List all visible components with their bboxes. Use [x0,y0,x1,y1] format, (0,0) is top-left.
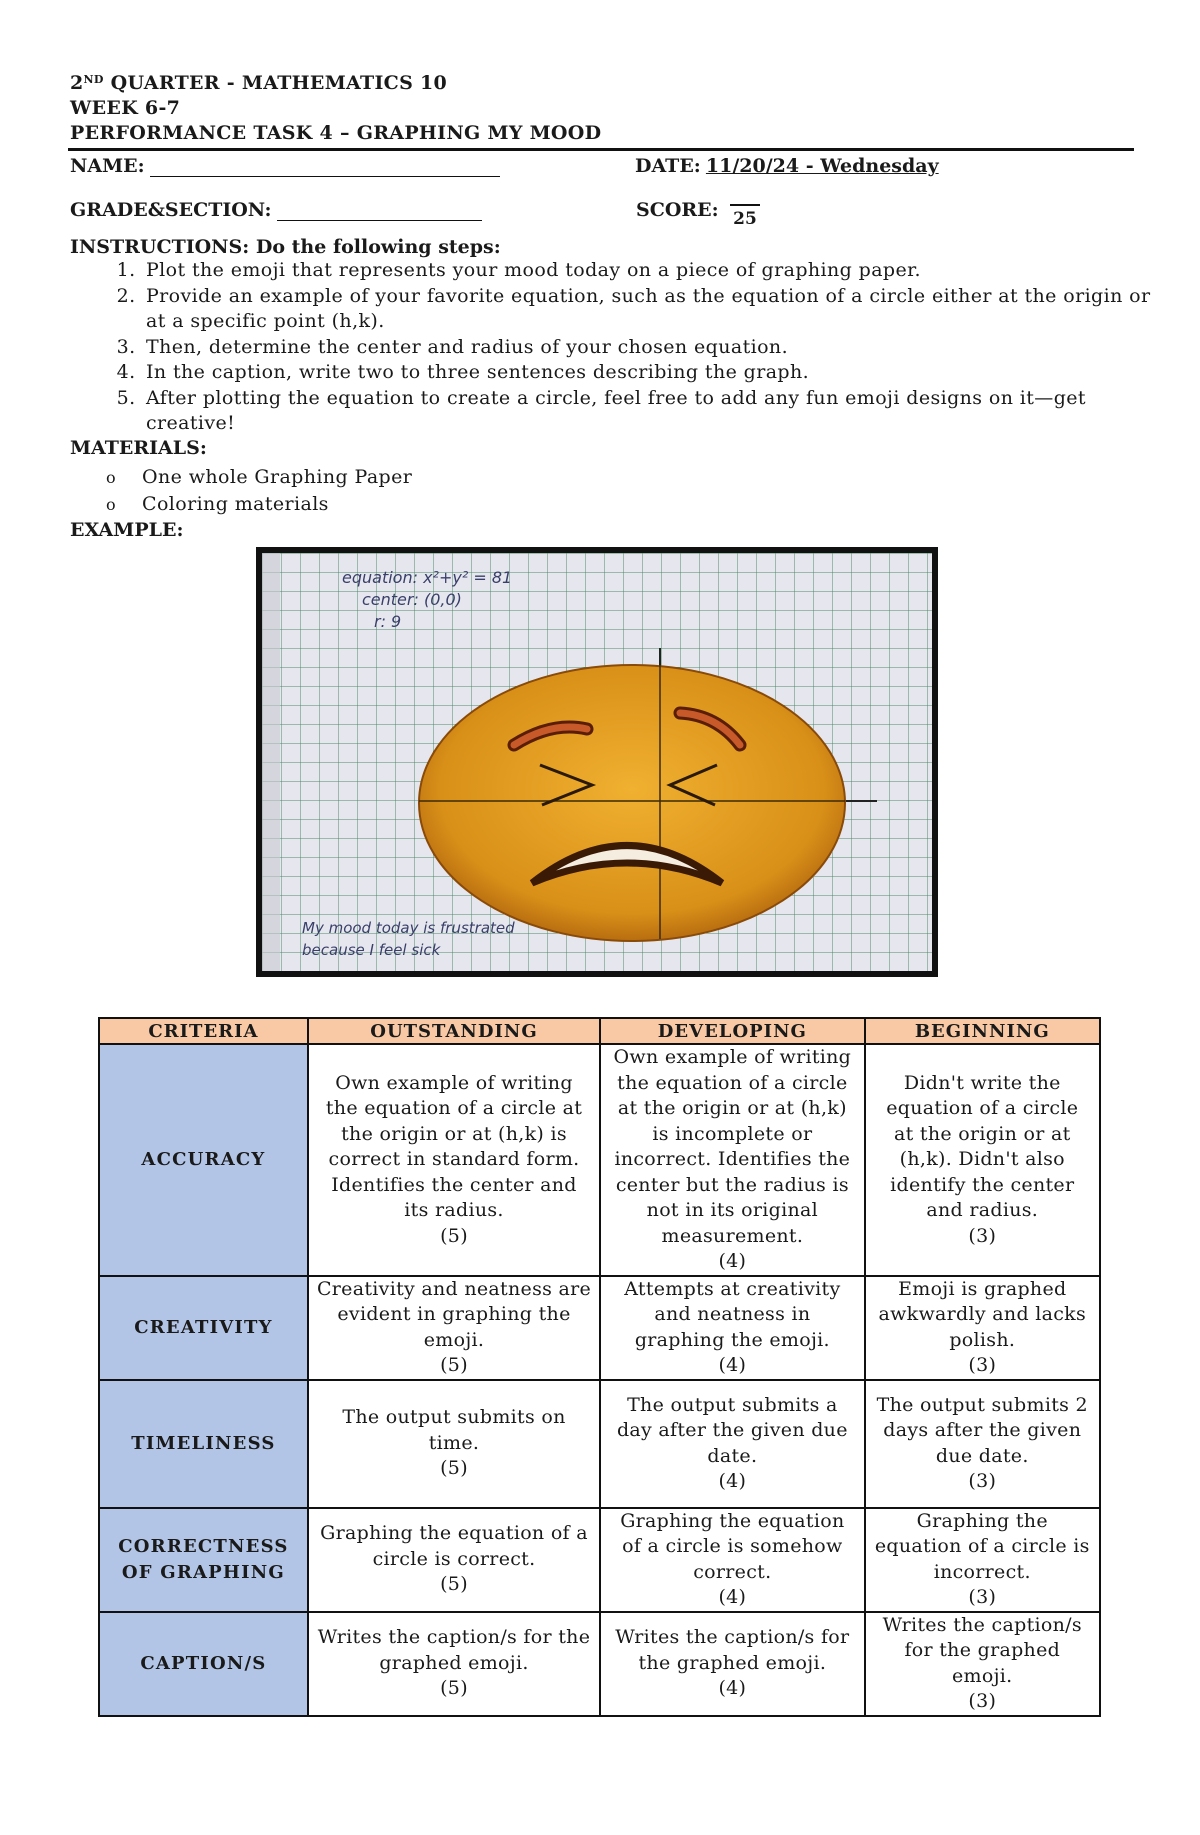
paper-fold-shadow [262,553,280,971]
radius-note: r: 9 [374,612,402,631]
outstanding-cell: Writes the caption/s for the graphed emoji. (5) [308,1612,600,1716]
header-divider [68,148,1134,151]
outstanding-cell: Creativity and neatness are evident in graphing the emoji. (5) [308,1276,600,1380]
list-item: 5. After plotting the equation to create a circle, feel free to add any fun emoji designs on it—get creative! [142,386,1162,437]
table-row [99,1276,1100,1380]
criteria-cell: CAPTION/S [99,1612,308,1716]
criteria-cell: TIMELINESS [99,1380,308,1508]
grade-section-blank[interactable] [277,200,482,221]
caption-line-1: My mood today is frustrated [302,919,515,937]
developing-cell: The output submits a day after the given due date. (4) [600,1380,864,1508]
list-item: 2. Provide an example of your favorite equation, such as the equation of a circle either at the origin or at a specific point (h,k). [142,284,1162,335]
outstanding-cell: Own example of writing the equation of a circle at the origin or at (h,k) is correct in standard form. Identifies the center and its radius. (5) [308,1044,600,1276]
table-row [99,1044,1100,1276]
beginning-cell: Writes the caption/s for the graphed emoji. (3) [865,1612,1100,1716]
task-title: PERFORMANCE TASK 4 – GRAPHING MY MOOD [70,122,602,144]
list-item: o One whole Graphing Paper [106,464,412,491]
name-field: NAME: [70,155,500,177]
outstanding-cell: Graphing the equation of a circle is correct. (5) [308,1508,600,1612]
example-graph-drawing [262,553,932,971]
beginning-cell: Graphing the equation of a circle is incorrect. (3) [865,1508,1100,1612]
score-fraction [730,204,760,229]
emoji-face [419,665,845,941]
list-item: 1. Plot the emoji that represents your mood today on a piece of graphing paper. [142,258,1162,284]
beginning-cell: Emoji is graphed awkwardly and lacks polish. (3) [865,1276,1100,1380]
header-beginning: BEGINNING [865,1018,1100,1044]
quarter-title: 2ND QUARTER - MATHEMATICS 10 [70,72,448,94]
center-note: center: (0,0) [362,590,462,609]
instructions-heading: INSTRUCTIONS: Do the following steps: [70,236,501,258]
list-item: 4. In the caption, write two to three sentences describing the graph. [142,360,1162,386]
developing-cell: Graphing the equation of a circle is somehow correct. (4) [600,1508,864,1612]
criteria-cell: CORRECTNESS OF GRAPHING [99,1508,308,1612]
developing-cell: Writes the caption/s for the graphed emoji. (4) [600,1612,864,1716]
grade-section-field: GRADE&SECTION: [70,199,482,221]
rubric-header-row [99,1018,1100,1044]
date-value: 11/20/24 - Wednesday [705,155,939,177]
score-blank[interactable] [730,204,760,206]
list-item: 3. Then, determine the center and radius of your chosen equation. [142,335,1162,361]
materials-heading: MATERIALS: [70,437,207,459]
outstanding-cell: The output submits on time. (5) [308,1380,600,1508]
score-total: 25 [733,209,757,229]
header-criteria: CRITERIA [99,1018,308,1044]
criteria-cell: ACCURACY [99,1044,308,1276]
header-developing: DEVELOPING [600,1018,864,1044]
score-field: SCORE: [636,199,719,221]
beginning-cell: The output submits 2 days after the given due date. (3) [865,1380,1100,1508]
rubric-table [98,1017,1101,1717]
developing-cell: Attempts at creativity and neatness in graphing the emoji. (4) [600,1276,864,1380]
name-blank[interactable] [150,156,500,177]
criteria-cell: CREATIVITY [99,1276,308,1380]
example-graph-photo [256,547,938,977]
caption-line-2: because I feel sick [302,941,441,959]
table-row [99,1380,1100,1508]
date-field: DATE: 11/20/24 - Wednesday [635,155,939,177]
materials-list [106,464,412,518]
table-row [99,1612,1100,1716]
list-item: o Coloring materials [106,491,412,518]
beginning-cell: Didn't write the equation of a circle at the origin or at (h,k). Didn't also identify the center and radius. (3) [865,1044,1100,1276]
developing-cell: Own example of writing the equation of a circle at the origin or at (h,k) is incomplete or incorrect. Identifies the center but the radius is not in its original measurement. (4) [600,1044,864,1276]
table-row [99,1508,1100,1612]
header-outstanding: OUTSTANDING [308,1018,600,1044]
week-title: WEEK 6-7 [70,97,181,119]
instructions-list [96,258,1162,437]
example-heading: EXAMPLE: [70,519,184,541]
equation-note: equation: x²+y² = 81 [342,568,513,587]
